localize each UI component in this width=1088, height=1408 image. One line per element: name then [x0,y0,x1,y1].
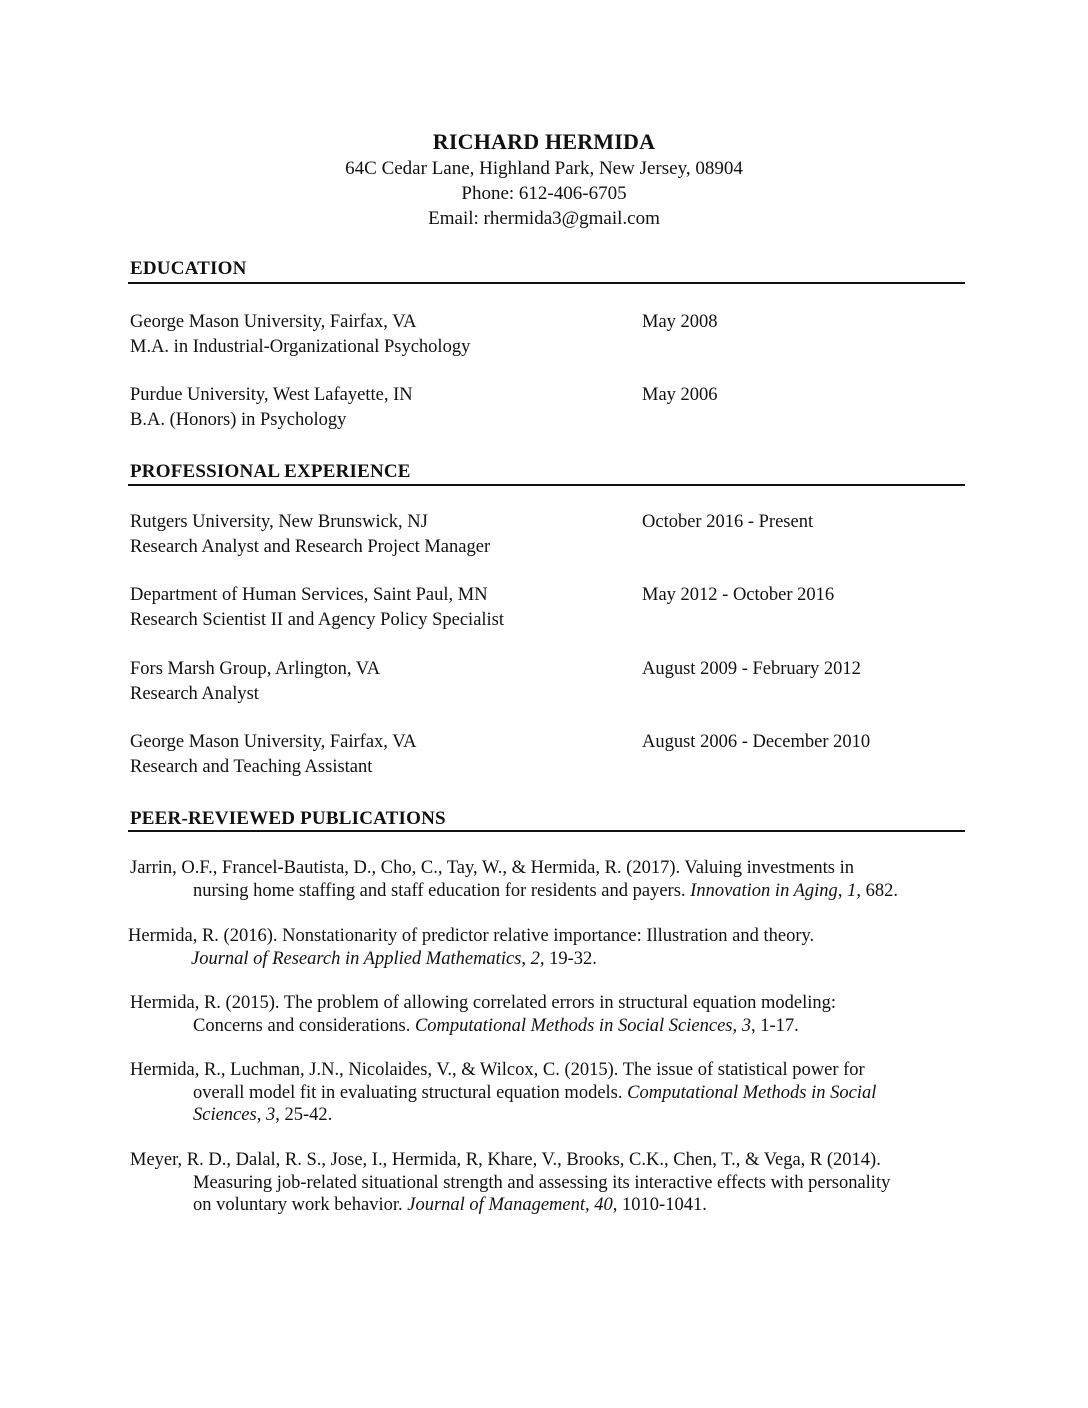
publications-heading: PEER-REVIEWED PUBLICATIONS [130,808,446,829]
separator: , [837,880,848,901]
entry-date: May 2008 [642,312,718,332]
journal-name: Computational Methods in Social [627,1082,877,1103]
journal-volume: 3 [741,1015,751,1036]
experience-divider [128,484,965,486]
experience-heading: PROFESSIONAL EXPERIENCE [130,461,411,482]
journal-volume: 2, [530,948,545,969]
publication-entry [130,1059,945,1127]
citation-line: Hermida, R. (2016). Nonstationarity of predictor relative importance: Illustration and theory. [128,926,815,946]
separator: , [256,1105,266,1125]
journal-name: Journal of Management [407,1195,586,1215]
employer: Fors Marsh Group, Arlington, VA [130,659,381,679]
experience-entry [130,730,965,780]
citation-line [130,1082,945,1105]
institution: George Mason University, Fairfax, VA [130,312,417,332]
institution: Purdue University, West Lafayette, IN [130,385,413,405]
degree: B.A. (Honors) in Psychology [130,410,347,430]
address: 64C Cedar Lane, Highland Park, New Jersey, 08904 [345,158,743,179]
email: Email: rhermida3@gmail.com [428,208,660,229]
job-title: Research Analyst [130,684,259,704]
education-heading: EDUCATION [130,258,247,279]
publication-entry [130,992,945,1037]
publication-entry [128,925,943,970]
citation-line [130,1194,945,1217]
journal-pages: , 25-42. [275,1105,333,1125]
entry-dates: May 2012 - October 2016 [642,585,835,605]
employer: Rutgers University, New Brunswick, NJ [130,512,428,532]
separator: , [585,1195,595,1215]
employer: George Mason University, Fairfax, VA [130,732,417,752]
degree: M.A. in Industrial-Organizational Psychology [130,337,471,357]
job-title: Research and Teaching Assistant [130,757,373,777]
citation-line [130,1104,945,1127]
journal-volume: 1 [847,880,857,901]
education-divider [128,282,965,284]
citation-line: Meyer, R. D., Dalal, R. S., Jose, I., Hermida, R, Khare, V., Brooks, C.K., Chen, T., & Vega, R (2014). [130,1150,881,1170]
separator: , [521,948,531,969]
citation-line: Hermida, R., Luchman, J.N., Nicolaides, V., & Wilcox, C. (2015). The issue of statistical power for [130,1060,865,1080]
resume-header [0,128,1088,231]
citation-text: Concerns and considerations. [193,1015,415,1036]
journal-name: Journal of Research in Applied Mathematics [191,948,522,969]
journal-pages: , 1-17. [751,1015,799,1036]
citation-text: overall model fit in evaluating structural equation models. [193,1082,628,1103]
job-title: Research Scientist II and Agency Policy Specialist [130,610,505,630]
citation-line: Hermida, R. (2015). The problem of allowing correlated errors in structural equation modeling: [130,993,837,1013]
education-entry [130,383,965,433]
phone: Phone: 612-406-6705 [461,183,627,204]
journal-name: Sciences [193,1105,257,1125]
citation-text: nursing home staffing and staff education for residents and payers. [193,880,691,901]
publications-divider [128,830,965,832]
entry-dates: October 2016 - Present [642,512,814,532]
citation-line [128,948,943,971]
entry-date: May 2006 [642,385,718,405]
experience-entry [130,583,965,633]
journal-volume: 40 [594,1195,613,1215]
publication-entry [130,1149,945,1217]
education-entry [130,310,965,360]
journal-name: Computational Methods in Social Sciences [414,1015,733,1036]
citation-text: on voluntary work behavior. [193,1195,408,1215]
journal-name: Innovation in Aging [690,880,838,901]
journal-pages: 19-32. [544,948,597,969]
journal-pages: , 682. [856,880,898,901]
journal-pages: , 1010-1041. [612,1195,707,1215]
separator: , [732,1015,742,1036]
citation-line [130,1015,945,1038]
experience-entry [130,657,965,707]
entry-dates: August 2006 - December 2010 [642,732,871,752]
publication-entry [130,857,945,902]
journal-volume: 3 [265,1105,276,1125]
entry-dates: August 2009 - February 2012 [642,659,861,679]
experience-entry [130,510,965,560]
job-title: Research Analyst and Research Project Manager [130,537,491,557]
employer: Department of Human Services, Saint Paul, MN [130,585,488,605]
applicant-name: RICHARD HERMIDA [432,129,656,154]
citation-line: Measuring job-related situational strength and assessing its interactive effects with personality [193,1172,891,1193]
citation-line: Jarrin, O.F., Francel-Bautista, D., Cho, C., Tay, W., & Hermida, R. (2017). Valuing investments in [130,858,854,878]
citation-line [130,880,945,903]
